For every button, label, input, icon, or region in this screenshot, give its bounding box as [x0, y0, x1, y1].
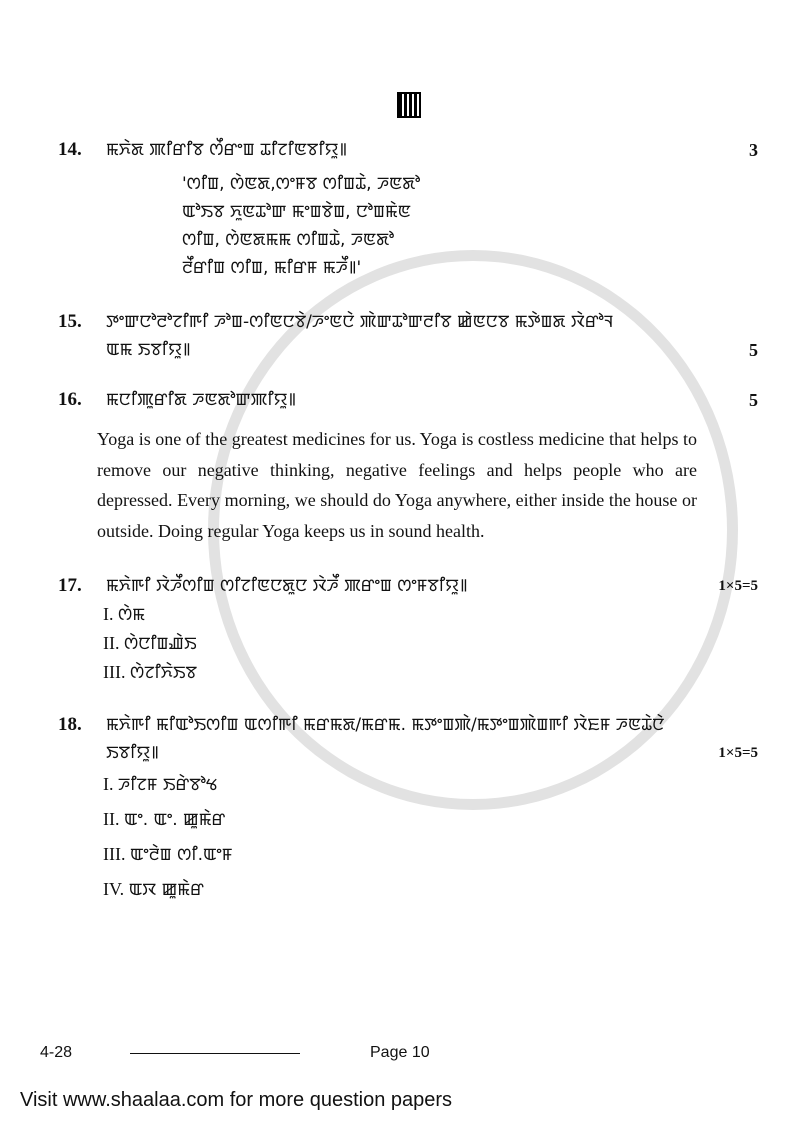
- qr-code-icon: [397, 92, 421, 118]
- poem-line: ꯂꯩꯔꯤꯡ ꯁꯤꯡ, ꯃꯤꯔꯝ ꯃꯍꯩ꯫': [182, 258, 362, 278]
- question-17: [58, 572, 758, 600]
- poem: [182, 170, 758, 282]
- option-text: ꯑꯦꯂꯥꯡ ꯁꯤ.ꯑꯦꯝ: [129, 845, 233, 865]
- question-15-number: 15.: [58, 311, 82, 332]
- option-item: [103, 600, 758, 629]
- question-16: [58, 386, 758, 414]
- question-15-prompt-line1: ꯇꯦꯛꯅꯣꯂꯣꯖꯤꯒꯤ ꯍꯣꯡ-ꯁꯤꯟꯅꯕꯥ/ꯍꯦꯟꯅꯥ ꯄꯥꯛꯊꯣꯛꯂꯤꯕ ꯀꯥꯟꯅꯕ ꯃꯇꯥꯡꯗ ꯋꯥꯔꯣꯜ: [106, 312, 614, 332]
- question-15-prompt: [106, 308, 676, 364]
- question-18-number: 18.: [58, 714, 82, 735]
- option-item: [103, 629, 758, 658]
- question-18-prompt-line1: ꯃꯈꯥꯒꯤ ꯃꯤꯑꯣꯏꯁꯤꯡ ꯑꯁꯤꯒꯤ ꯃꯔꯃꯗ/ꯃꯔꯃ. ꯃꯇꯦꯡꯄꯥ/ꯃꯇꯦꯡꯄꯥꯡꯒꯤ ꯋꯥꯐꯝ ꯍꯟꯊꯥꯅꯥ: [106, 715, 665, 735]
- option-item: [103, 658, 758, 687]
- question-18: [58, 711, 758, 767]
- question-18-marks: 1×5=5: [718, 745, 758, 761]
- question-18-prompt: [106, 711, 676, 767]
- footer-divider: [130, 1053, 300, 1054]
- option-item: [103, 767, 758, 802]
- poem-line: ꯑꯣꯏꯕ ꯈꯨꯟꯊꯣꯛ ꯃꯦꯡꯕꯥꯡ, ꯅꯣꯡꯃꯥꯟ: [182, 202, 411, 222]
- option-label: I.: [103, 604, 114, 624]
- question-15-prompt-line2: ꯑꯃ ꯏꯕꯤꯌꯨ꯫: [106, 340, 191, 360]
- poem-line: ꯁꯤꯡ, ꯁꯥꯟꯗꯃꯃ ꯁꯤꯡꯊꯥ, ꯍꯟꯗꯣ: [182, 230, 394, 250]
- question-list: [58, 136, 758, 907]
- option-label: III.: [103, 844, 126, 864]
- option-text: ꯁꯥꯖꯤꯈꯥꯏꯕ: [129, 663, 197, 683]
- option-label: IV.: [103, 879, 125, 899]
- question-16-marks: 5: [749, 390, 758, 410]
- question-14-number: 14.: [58, 139, 82, 160]
- question-16-number: 16.: [58, 389, 82, 410]
- question-17-marks: 1×5=5: [718, 578, 758, 594]
- question-18-prompt-line2: ꯏꯕꯤꯌꯨ꯫: [106, 743, 159, 763]
- question-14-prompt: ꯃꯈꯥꯗ ꯄꯤꯔꯤꯕ ꯁꯩꯔꯦꯡ ꯊꯤꯖꯤꯟꯕꯤꯌꯨ꯫: [106, 140, 348, 160]
- question-15-marks: 5: [749, 340, 758, 360]
- option-text: ꯑꯋ ꯀꯨꯃꯥꯔ: [128, 880, 204, 900]
- paper-code: 4-28: [40, 1044, 73, 1061]
- question-15: [58, 308, 758, 364]
- option-text: ꯁꯥꯃ: [118, 605, 145, 625]
- question-17-options: [103, 600, 758, 687]
- question-17-number: 17.: [58, 575, 82, 596]
- option-item: [103, 802, 758, 837]
- option-text: ꯁꯥꯅꯤꯡꯉꯥꯏ: [124, 634, 197, 654]
- option-text: ꯍꯤꯖꯝ ꯏꯔꯥꯕꯣꯠ: [118, 775, 218, 795]
- question-18-options: [103, 767, 758, 907]
- option-label: I.: [103, 774, 114, 794]
- option-label: II.: [103, 633, 120, 653]
- poem-line: 'ꯁꯤꯡ, ꯁꯥꯟꯗ,ꯁꯦꯝꯕ ꯁꯤꯡꯊꯥ, ꯍꯟꯗꯣ: [182, 174, 421, 194]
- option-item: [103, 872, 758, 907]
- translation-passage: Yoga is one of the greatest medicines for us. Yoga is costless medicine that helps to remove our negative thinking, negative feelings and helps people who are depressed. Every morning, we should do Yoga anywhere, either inside the house or outside. Doing regular Yoga keeps us in sound health.: [97, 429, 697, 541]
- question-16-prompt: ꯃꯅꯤꯄꯨꯔꯤꯗ ꯍꯟꯗꯣꯛꯄꯤꯌꯨ꯫: [106, 390, 297, 410]
- option-label: III.: [103, 662, 126, 682]
- question-14: [58, 136, 758, 164]
- option-label: II.: [103, 809, 120, 829]
- page-number: Page 10: [370, 1044, 430, 1061]
- question-14-marks: 3: [749, 140, 758, 160]
- question-17-prompt: ꯃꯈꯥꯒꯤ ꯋꯥꯍꯩꯁꯤꯡ ꯁꯤꯖꯤꯟꯅꯗꯨꯅ ꯋꯥꯍꯩ ꯄꯔꯦꯡ ꯁꯦꯝꯕꯤꯌꯨ꯫: [106, 576, 468, 596]
- shaalaa-link[interactable]: Visit www.shaalaa.com for more question papers: [20, 1089, 453, 1111]
- option-text: ꯑꯦ. ꯑꯦ. ꯀꯨꯃꯥꯔ: [124, 810, 226, 830]
- option-item: [103, 837, 758, 872]
